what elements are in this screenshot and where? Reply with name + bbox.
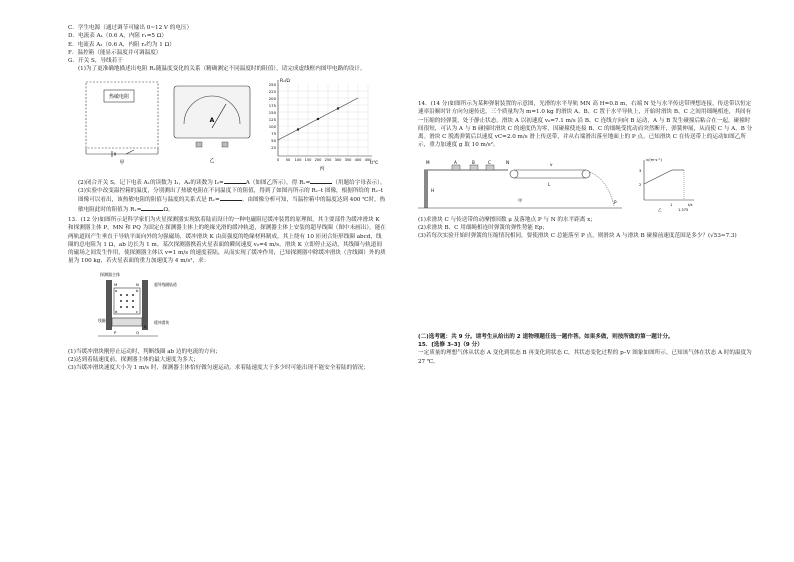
q14-part2: (2)求滑块 B、C 用细绳相连时弹簧的弹性势能 Ep； — [418, 225, 549, 232]
letter: A — [454, 159, 457, 165]
q14-stem: 14．(14 分)如图所示为某种弹射装置的示意图，光滑的水平导轨 MN 高 H=0.8 m，右端 N 处与水平传送带理想连接，传送带以恒定速率沿顺时针方向匀速传送，三个质量均为 m=1.0 kg 的滑块 A、B、C 置于水平导轨上，开始时滑块 B、C 之间用细绳相连，其间有一压缩的轻弹簧，处于静止状态。滑块 A 以初速度 v₀=7.1 m/s 沿 B、C 连线方向向 B 运动，A 与 B 发生碰撞后粘合在一起，碰撞时间很短，可认为 A 与 B 碰撞时滑块 C 的速度仍为零，因碰撞使连接 B、C 的细绳受扰动而突然断开，弹簧伸展，从而使 C 与 A、B 分离。滑块 C 脱离弹簧后以速度 vC=2.0 m/s 滑上传送带，并从右端滑出落至地面上的 P 点。已知滑块 C 在传送带上的运动如图乙所示，重力加速度 g 取 10 m/s²。 — [418, 101, 753, 149]
x-tick: 150 — [304, 157, 312, 162]
x-tick: 350 — [344, 157, 352, 162]
q14-part1: (1)求滑块 C 与传送带的动摩擦因数 μ 及落地点 P 与 N 的水平距离 x； — [418, 216, 596, 223]
answer-space — [418, 241, 754, 333]
letter: b — [136, 287, 139, 293]
label-yi-right: 乙 — [658, 207, 662, 212]
figure-bing — [258, 76, 382, 172]
conveyor-diagram — [418, 156, 628, 212]
right-column — [418, 100, 754, 366]
letter: K — [144, 323, 147, 329]
figure-vt-graph — [636, 156, 696, 212]
graph-y-label: v/(m·s⁻¹) — [646, 157, 662, 162]
x-tick: 300 — [334, 157, 342, 162]
letter: B — [472, 159, 475, 165]
slider-label: 缓冲滑块 — [154, 319, 170, 325]
letter: d — [115, 308, 118, 314]
letter: C — [488, 159, 491, 165]
graph-value: 3 — [639, 168, 642, 173]
x-tick: 450 — [364, 157, 372, 162]
rx-t-graph — [258, 76, 382, 172]
letter: v — [550, 161, 553, 167]
letter: L — [548, 181, 551, 187]
y-tick: 250 — [268, 81, 276, 87]
q15-stem: 一定质量的理想气体从状态 A 变化到状态 B 再变化到状态 C，其状态变化过程的 p–V 图象如图所示。已知该气体在状态 A 时的温度为 27 ℃。 — [418, 350, 752, 365]
x-tick: 400 — [354, 157, 362, 162]
letter: Q — [136, 329, 139, 335]
letter: a — [115, 287, 118, 293]
item-d: D．电流表 A₁（0.6 A，内阻 r₁=5 Ω） — [68, 33, 167, 40]
ammeter-diagram — [172, 82, 252, 166]
graph-x-label: t/s — [688, 202, 693, 207]
letter: M — [426, 159, 430, 165]
x-tick: 200 — [314, 157, 322, 162]
graph-value: 2 — [639, 182, 642, 187]
meter-symbol: A — [209, 116, 215, 124]
y-tick: 225 — [268, 88, 276, 94]
label-yi: 乙 — [209, 157, 215, 164]
q13-stem: 13．(12 分)如图所示是科学家们为火星探测器实现软着陆而设计的一种电磁阻尼缓冲装置的原理图，其主要部件为缓冲滑块 K 和探测器主体 P，MN 和 PQ 为固定在探测器主体上的绝缘光滑的缓冲轨道，探测器主体上安装的超导线圈（图中未画出），能在两轨道间产生垂直于导轨平面向外的匀强磁场，缓冲滑块 K 由高强度的绝缘材料制成，其上绕有 10 匝闭合矩形线圈 abcd，线圈的总电阻为 1 Ω，ab 边长为 1 m。某次探测器携着火星表面的瞬间速度 v₀=4 m/s，滑块 K 立即停止运动，其线圈与轨道间的磁场之间发生作用，使探测器主体以 v=1 m/s 的速度着陆，从而实现了缓冲作用，已知探测器中除缓冲滑块（含线圈）外的质量为 100 kg，若火星表面的重力加速度为 4 m/s²，求： — [68, 216, 386, 265]
graph-time: 1.375 — [678, 207, 689, 212]
graph-time: 1 — [670, 202, 673, 207]
item-c: C．学生电源（通过调节可输出 0~12 V 的电压） — [68, 25, 193, 31]
q14-part3: (3)若每次实验开始时弹簧的压缩情况相同，要使滑块 C 总能落至 P 点，则滑块 A 与滑块 B 碰撞前速度范围是多少？(√53≈7.3) — [418, 233, 737, 240]
q13-part2: (2)达到着陆速度前，探测器主体的最大速度为多大； — [68, 357, 199, 364]
figure-yi — [172, 82, 252, 166]
figure-probe — [98, 270, 208, 344]
q12-part3: (3)实验中改变温控箱的温度，分别测出了热敏电阻在不同温度下的阻值，得到了如图丙所示的 Rₓ–t 图像，根据所给的 Rₓ–t 图像可以看出，该热敏电阻的阻值与温度的关系式是 Rₓ= 。由图像分析可知，当温控箱中的温度达到 400 ℃时，热敏电阻此时的阻值为 Rₓ= Ω。 — [78, 188, 386, 213]
q13-part1: (1)当缓冲滑块刚停止运动时，判断线圈 ab 边的电流的方向； — [68, 348, 221, 355]
letter: 甲 — [518, 197, 523, 203]
x-tick: 100 — [294, 157, 302, 162]
y-axis-label: Rₓ/Ω — [280, 78, 290, 84]
letter: H — [431, 187, 435, 193]
y-tick: 50 — [271, 137, 276, 143]
probe-diagram — [98, 270, 208, 344]
x-axis-label: t/℃ — [370, 160, 379, 166]
figure-row-1 — [68, 76, 386, 174]
thermistor-label: 热敏电阻 — [108, 93, 130, 100]
coil-label: 线圈 — [98, 317, 106, 323]
letter: P — [614, 199, 617, 205]
y-tick: 175 — [268, 102, 276, 108]
rail-label: 超导线圈轨道 — [154, 281, 177, 287]
q12-part2: (2)闭合开关 S，记下电表 A₁的读数为 I₁，A₂的读数为 I₂= A（如图乙所示），得 Rₓ= （用题给字母表示）。 — [78, 179, 386, 186]
circuit-diagram — [82, 80, 162, 166]
y-tick: 100 — [268, 123, 276, 129]
item-e: E．电流表 A₂（0.6 A，内阻 r₂约为 1 Ω） — [68, 41, 175, 48]
letter: N — [506, 159, 510, 165]
item-g: G．开关 S，导线若干 — [68, 58, 123, 65]
figure-conveyor — [418, 156, 628, 212]
figure-row-3 — [418, 156, 754, 212]
y-tick: 200 — [268, 95, 276, 101]
q15-title: 15．[选修 3–3]（9 分） — [418, 341, 483, 348]
q13-part3: (3)当缓冲滑块速度大小为 1 m/s 时，探测器主体恰好做匀速运动，求着陆速度大于多少时可能出现不能安全着陆的情况； — [68, 365, 369, 372]
q12-part1: (1)为了更准确地描述出电阻 Rₓ随温度变化的关系（精确测定不同温度时的阻值），请完成虚线框内图甲电路的设计。 — [78, 66, 366, 73]
y-tick: 75 — [271, 130, 276, 136]
letter: P — [114, 329, 117, 335]
left-column — [68, 24, 386, 373]
x-tick: 0 — [276, 157, 280, 162]
probe-top-label: 探测器主体 — [100, 271, 120, 277]
x-tick: 250 — [324, 157, 332, 162]
y-tick: 150 — [268, 109, 276, 115]
figure-row-2 — [68, 270, 386, 344]
label-jia: 甲 — [119, 159, 125, 166]
section-heading: (二)选考题：共 9 分。请考生从给出的 2 道物理题任选一题作答。如果多做，则按所做的第一题计分。 — [418, 333, 674, 340]
letter: N — [136, 281, 139, 287]
letter: M — [114, 281, 118, 287]
label-bing: 丙 — [319, 165, 325, 172]
y-tick: 25 — [271, 144, 276, 150]
figure-jia — [82, 80, 162, 166]
vt-graph — [636, 156, 696, 212]
item-f: F．温控箱（能显示温度并可调温度） — [68, 49, 162, 56]
y-tick: 125 — [268, 116, 276, 122]
letter: c — [136, 308, 139, 314]
x-tick: 50 — [285, 157, 291, 162]
